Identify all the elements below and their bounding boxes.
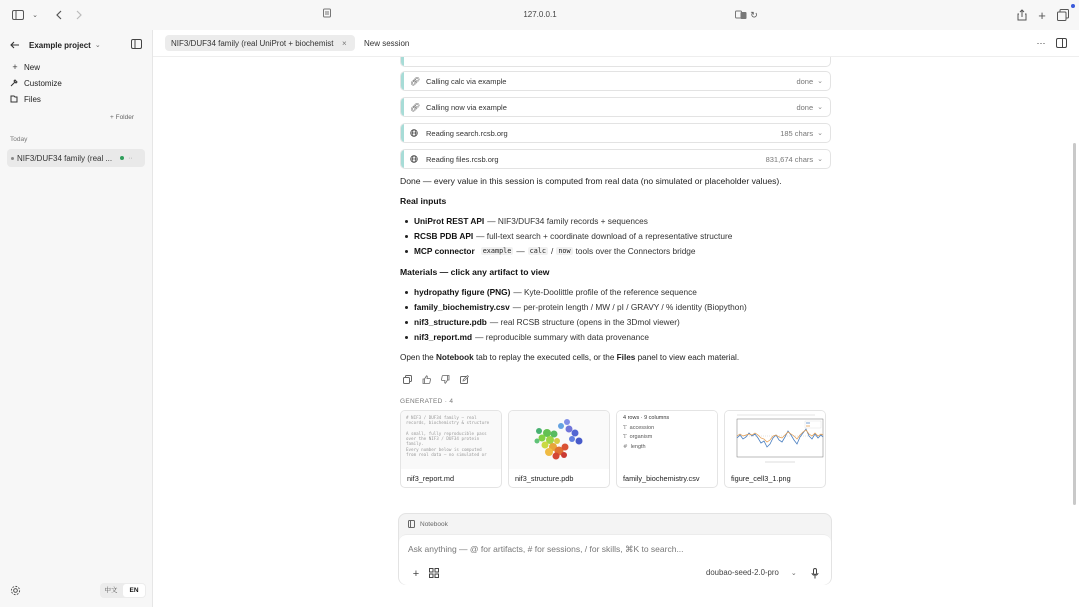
heading-materials: Materials — click any artifact to view [400, 267, 550, 277]
session-tabbar [153, 30, 1079, 57]
list-item-bold: RCSB PDB API [414, 231, 474, 241]
list-item-bold: MCP connector [414, 246, 475, 256]
sidebar-item-label: Customize [24, 78, 62, 88]
add-folder-button[interactable]: + Folder [110, 114, 135, 121]
list-item-text: — reproducible summary with data provenance [475, 332, 649, 342]
tool-call-row[interactable] [400, 71, 831, 91]
outro-bold: Notebook [435, 353, 474, 362]
files-icon [10, 95, 20, 103]
hydropathy-plot-thumbnail [725, 411, 825, 469]
plus-icon[interactable]: + [412, 568, 420, 580]
column-name: accession [629, 424, 655, 431]
column-row [623, 444, 711, 450]
list-item-text: — Kyte-Doolittle profile of the reference sequence [513, 287, 697, 297]
notebook-toggle[interactable] [408, 520, 448, 528]
notebook-icon [408, 520, 416, 528]
project-selector[interactable] [10, 38, 145, 52]
composer-box [399, 534, 831, 585]
list-item-bold: UniProt REST API [414, 216, 485, 226]
more-options-icon[interactable]: ⋯ [1036, 38, 1046, 48]
inline-code: example [482, 247, 512, 255]
bullet-dot [405, 250, 408, 253]
artifact-name: family_biochemistry.csv [623, 474, 700, 483]
list-item [405, 302, 747, 312]
tool-call-meta: done [796, 102, 814, 112]
list-item-text: — real RCSB structure (opens in the 3Dmol viewer) [489, 317, 680, 327]
share-icon[interactable] [1013, 6, 1031, 24]
outro-text: panel to view each material. [637, 353, 740, 362]
tool-call-label: Calling now via example [426, 102, 507, 112]
list-item [405, 231, 732, 241]
message-intro: Done — every value in this session is computed from real data (no simulated or placeholder values). [400, 176, 782, 186]
table-preview [617, 411, 717, 469]
row-accent [401, 150, 404, 168]
tab-label: New session [364, 38, 410, 48]
column-name: length [630, 443, 646, 450]
list-item [405, 246, 696, 256]
chevron-down-icon: ⌄ [817, 78, 823, 85]
list-item-bold: nif3_report.md [414, 332, 473, 342]
session-label: NIF3/DUF34 family (real ... [17, 153, 113, 163]
artifact-name: nif3_report.md [407, 474, 455, 483]
chevron-down-icon: ⌄ [817, 156, 823, 163]
session-item[interactable] [7, 149, 145, 167]
structure-preview [509, 411, 609, 469]
bullet-dot [405, 321, 408, 324]
tab-label: NIF3/DUF34 family (real UniProt + biochemist [171, 38, 334, 48]
tool-call-label: Calling calc via example [426, 76, 507, 86]
bullet-dot [405, 220, 408, 223]
markdown-preview-text: # NIF3 / DUF34 family — real records, biochemistry & structure A small, fully reproducible pass over the NIF3 / DUF34 protein family. Every number below is computed from real data — no simulated or [406, 415, 490, 458]
link-icon: 🔗︎ [410, 76, 421, 86]
session-bullet [11, 157, 14, 160]
inline-code: now [558, 247, 571, 255]
sidebar-item-customize[interactable] [10, 77, 130, 89]
tool-call-row[interactable] [400, 149, 831, 169]
forward-icon[interactable] [70, 6, 88, 24]
list-item-text: tools over the Connectors bridge [575, 246, 696, 256]
edit-icon[interactable] [460, 375, 470, 385]
artifact-name: nif3_structure.pdb [515, 474, 574, 483]
figure-preview [725, 411, 825, 469]
list-item [405, 317, 680, 327]
more-icon[interactable]: ·· [128, 154, 133, 162]
outro-bold: Files [616, 353, 636, 362]
message-outro [400, 353, 739, 362]
chevron-down-icon: ⌄ [790, 569, 797, 577]
heading-real-inputs: Real inputs [400, 196, 447, 206]
tool-call-meta: 185 chars [780, 128, 814, 138]
bullet-dot [405, 291, 408, 294]
sidebar-item-files[interactable] [10, 93, 130, 105]
status-dot [120, 156, 124, 160]
model-name: doubao-seed-2.0-pro [706, 568, 779, 577]
bullet-dot [405, 235, 408, 238]
panel-toggle-icon[interactable] [131, 39, 143, 51]
tool-call-meta: 831,674 chars [765, 154, 814, 164]
address-bar[interactable]: 127.0.0.1 [523, 10, 557, 19]
list-item-bold: family_biochemistry.csv [414, 302, 510, 312]
tool-call-label: Reading search.rcsb.org [426, 128, 508, 138]
model-selector[interactable] [706, 568, 797, 577]
grid-icon[interactable] [429, 568, 441, 580]
browser-toolbar [0, 0, 1079, 30]
protein-structure-image [509, 411, 609, 469]
microphone-icon[interactable] [811, 568, 823, 580]
close-icon[interactable]: × [342, 38, 347, 48]
list-item-bold: nif3_structure.pdb [414, 317, 487, 327]
reload-icon[interactable]: ↻ [750, 9, 758, 20]
notification-badge [1071, 4, 1075, 8]
row-accent [401, 57, 404, 66]
outro-text: Open the [400, 353, 434, 362]
column-row [623, 425, 711, 431]
outro-text: tab to replay the executed cells, or the [476, 353, 615, 362]
table-summary: 4 rows · 9 columns [623, 415, 670, 421]
list-item-text: — NIF3/DUF34 family records + sequences [487, 216, 648, 226]
tool-call-row[interactable] [400, 57, 831, 67]
language-toggle[interactable] [100, 583, 146, 598]
tool-call-label: Reading files.rcsb.org [426, 154, 499, 164]
globe-icon [410, 129, 420, 137]
gear-icon[interactable] [10, 585, 22, 597]
tab-nif3-session[interactable] [165, 35, 355, 51]
column-row [623, 434, 711, 440]
list-item-text: — full-text search + coordinate download of a representative structure [476, 231, 733, 241]
lang-zh[interactable]: 中文 [104, 587, 118, 594]
list-item-text: / [551, 246, 554, 256]
row-accent [401, 72, 404, 90]
section-today-label: Today [10, 136, 28, 143]
split-view-icon[interactable] [1056, 38, 1068, 50]
customize-icon [10, 79, 20, 87]
new-tab-icon[interactable]: + [1038, 7, 1046, 23]
tool-call-meta: done [796, 76, 814, 86]
thumbs-down-icon[interactable] [441, 375, 451, 385]
text-type-icon: T [623, 434, 627, 440]
list-item [405, 216, 648, 226]
sidebar-item-new[interactable] [10, 61, 130, 73]
row-accent [401, 98, 404, 116]
list-item [405, 332, 649, 342]
artifact-card-structure[interactable] [508, 410, 610, 488]
arrow-left-icon[interactable] [10, 41, 22, 49]
row-accent [401, 124, 404, 142]
lang-en[interactable]: EN [123, 584, 145, 597]
bullet-dot [405, 336, 408, 339]
text-type-icon: T [623, 424, 627, 431]
thumbs-up-icon[interactable] [422, 375, 432, 385]
back-icon[interactable] [50, 6, 68, 24]
chevron-down-icon: ⌄ [817, 130, 823, 137]
copy-icon[interactable] [403, 375, 413, 385]
list-item [405, 287, 697, 297]
page-settings-icon[interactable] [322, 8, 334, 20]
artifact-name: figure_cell3_1.png [731, 474, 791, 483]
bullet-dot [405, 306, 408, 309]
notebook-label: Notebook [420, 520, 448, 528]
column-name: organism [629, 434, 653, 440]
list-item-text: — per-protein length / MW / pI / GRAVY / % identity (Biopython) [512, 302, 747, 312]
chevron-down-icon[interactable]: ⌄ [32, 12, 38, 19]
sidebar-item-label: Files [24, 94, 41, 104]
tool-call-row[interactable] [400, 97, 831, 117]
artifact-card-figure[interactable] [724, 410, 826, 488]
list-item-text: — [516, 246, 525, 256]
sidebar-toggle-icon[interactable] [9, 6, 27, 24]
tab-new-session[interactable] [358, 35, 415, 51]
globe-icon [410, 155, 420, 163]
plus-icon: + [12, 62, 18, 72]
chevron-down-icon: ⌄ [817, 104, 823, 111]
composer [398, 513, 832, 585]
artifact-card-report[interactable] [400, 410, 502, 488]
chevron-down-icon: ⌄ [94, 42, 101, 49]
list-item-bold: hydropathy figure (PNG) [414, 287, 511, 297]
scrollbar[interactable] [1073, 143, 1076, 505]
tool-call-row[interactable] [400, 123, 831, 143]
chat-input[interactable] [408, 544, 808, 554]
generated-label: GENERATED · 4 [400, 398, 454, 405]
project-name: Example project [29, 40, 91, 50]
artifact-card-csv[interactable] [616, 410, 718, 488]
inline-code: calc [529, 247, 547, 255]
sidebar [0, 30, 153, 607]
link-icon: 🔗︎ [410, 102, 421, 112]
sidebar-item-label: New [24, 62, 41, 72]
number-type-icon: # [623, 443, 628, 450]
tab-overview-icon[interactable] [1054, 6, 1072, 24]
markdown-preview [401, 411, 501, 469]
message-actions [403, 375, 479, 385]
